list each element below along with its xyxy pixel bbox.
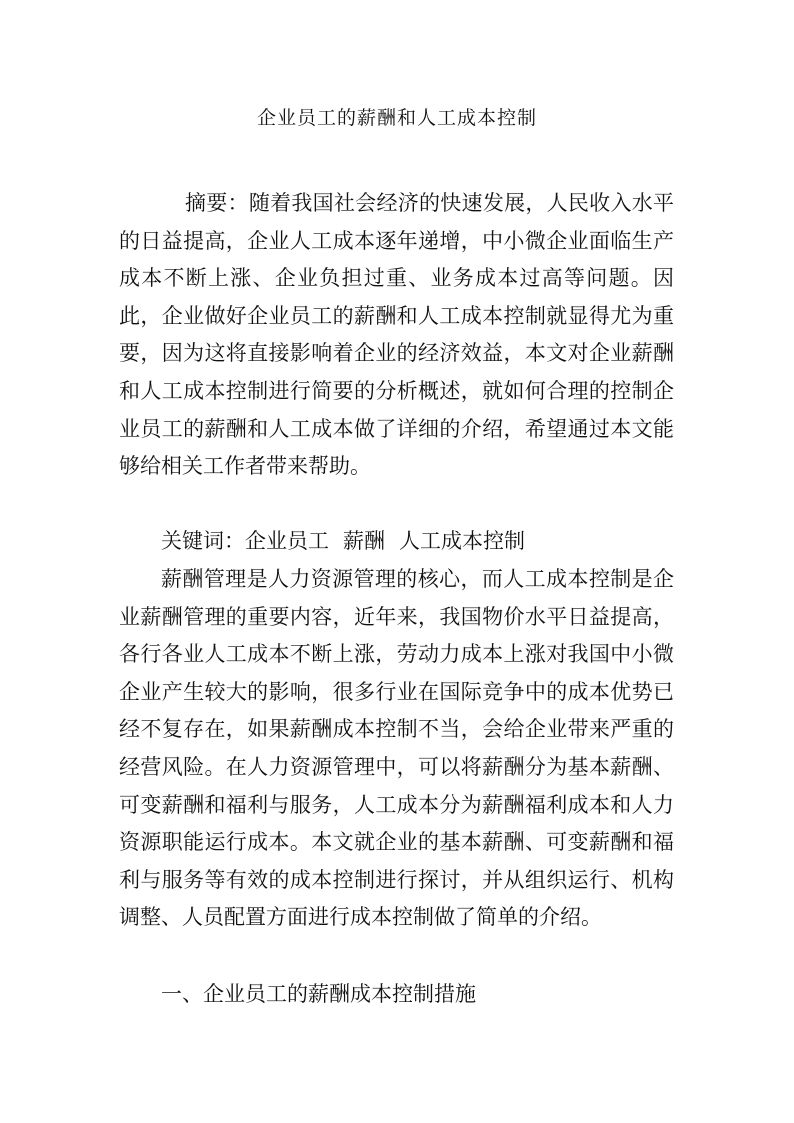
keyword-item: 企业员工	[245, 529, 329, 553]
keyword-item: 人工成本控制	[399, 529, 525, 553]
section-heading: 一、企业员工的薪酬成本控制措施	[161, 982, 476, 1006]
keywords-line	[119, 523, 674, 561]
keyword-item: 薪酬	[343, 529, 385, 553]
body-paragraph: 薪酬管理是人力资源管理的核心，而人工成本控制是企业薪酬管理的重要内容，近年来，我国物价水平日益提高，各行各业人工成本不断上涨，劳动力成本上涨对我国中小微企业产生较大的影响，很多行业在国际竞争中的成本优势已经不复存在，如果薪酬成本控制不当，会给企业带来严重的经营风险。在人力资源管理中，可以将薪酬分为基本薪酬、可变薪酬和福利与服务，人工成本分为薪酬福利成本和人力资源职能运行成本。本文就企业的基本薪酬、可变薪酬和福利与服务等有效的成本控制进行探讨，并从组织运行、机构调整、人员配置方面进行成本控制做了简单的介绍。	[119, 567, 674, 930]
document-title: 企业员工的薪酬和人工成本控制	[256, 107, 537, 129]
abstract-paragraph: 摘要：随着我国社会经济的快速发展，人民收入水平的日益提高，企业人工成本逐年递增，中小微企业面临生产成本不断上涨、企业负担过重、业务成本过高等问题。因此，企业做好企业员工的薪酬和人工成本控制就显得尤为重要，因为这将直接影响着企业的经济效益，本文对企业薪酬和人工成本控制进行简要的分析概述，就如何合理的控制企业员工的薪酬和人工成本做了详细的介绍，希望通过本文能够给相关工作者带来帮助。	[119, 191, 674, 479]
keywords-label: 关键词：	[161, 529, 245, 553]
